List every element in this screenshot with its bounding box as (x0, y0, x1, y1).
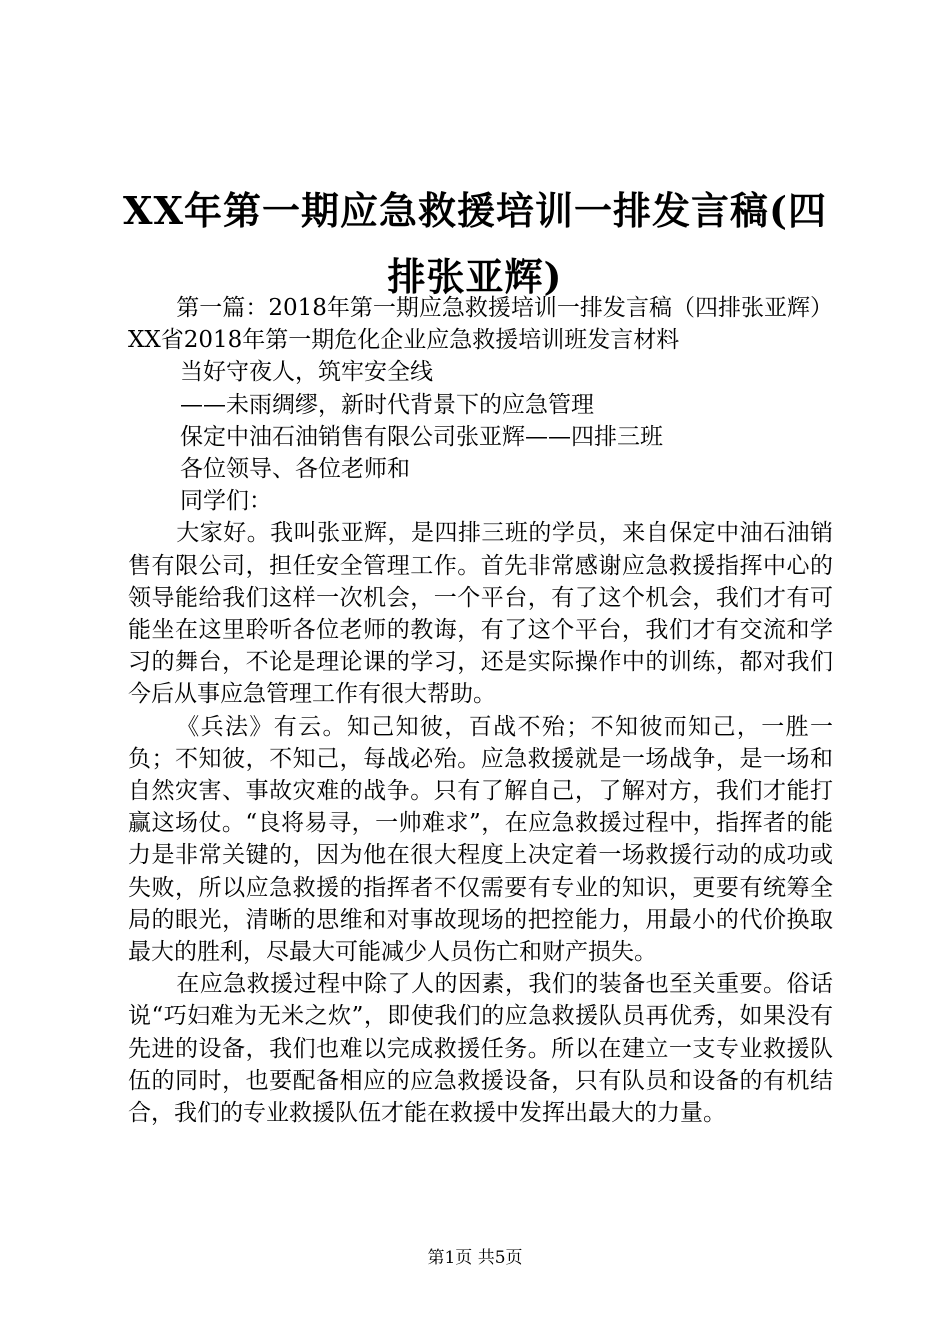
speech-title: 当好守夜人，筑牢安全线 (180, 359, 433, 386)
salutation-line-1: 各位领导、各位老师和 (180, 456, 410, 483)
speaker-line: 保定中油石油销售有限公司张亚辉——四排三班 (180, 423, 663, 450)
paragraph-equipment: 在应急救援过程中除了人的因素，我们的装备也至关重要。俗话说“巧妇难为无米之炊”，即使我们的应急救援队员再优秀，如果没有先进的设备，我们也难以完成救援任务。所以在建立一支专业救援队伍的同时，也要配备相应的应急救援设备，只有队员和设备的有机结合，我们的专业救援队伍才能在救援中发挥出最大的力量。 (128, 971, 833, 1127)
paragraph-bingfa: 《兵法》有云。知己知彼，百战不殆；不知彼而知己，一胜一负；不知彼，不知己，每战必殆。应急救援就是一场战争，是一场和自然灾害、事故灾难的战争。只有了解自己，了解对方，我们才能打赢这场仗。“良将易寻，一帅难求”，在应急救援过程中，指挥者的能力是非常关键的，因为他在很大程度上决定着一场救援行动的成功或失败，所以应急救援的指挥者不仅需要有专业的知识，更要有统筹全局的眼光，清晰的思维和对事故现场的把控能力，用最小的代价换取最大的胜利，尽最大可能减少人员伤亡和财产损失。 (128, 713, 833, 966)
document-title: XX年第一期应急救援培训一排发言稿(四排张亚辉) (123, 188, 827, 299)
document-body (128, 292, 833, 1129)
speech-subtitle: ——未雨绸缪，新时代背景下的应急管理 (180, 391, 594, 418)
page-footer: 第1页 共5页 (427, 1248, 523, 1268)
paragraph-greeting: 大家好。我叫张亚辉，是四排三班的学员，来自保定中油石油销售有限公司，担任安全管理工作。首先非常感谢应急救援指挥中心的领导能给我们这样一次机会，一个平台，有了这个机会，我们才有可能坐在这里聆听各位老师的教诲，有了这个平台，我们才有交流和学习的舞台，不论是理论课的学习，还是实际操作中的训练，都对我们今后从事应急管理工作有很大帮助。 (128, 520, 833, 708)
paragraph-intro: 第一篇：2018年第一期应急救援培训一排发言稿（四排张亚辉）XX省2018年第一期危化企业应急救援培训班发言材料 (128, 295, 833, 354)
salutation-line-2: 同学们： (180, 488, 272, 515)
